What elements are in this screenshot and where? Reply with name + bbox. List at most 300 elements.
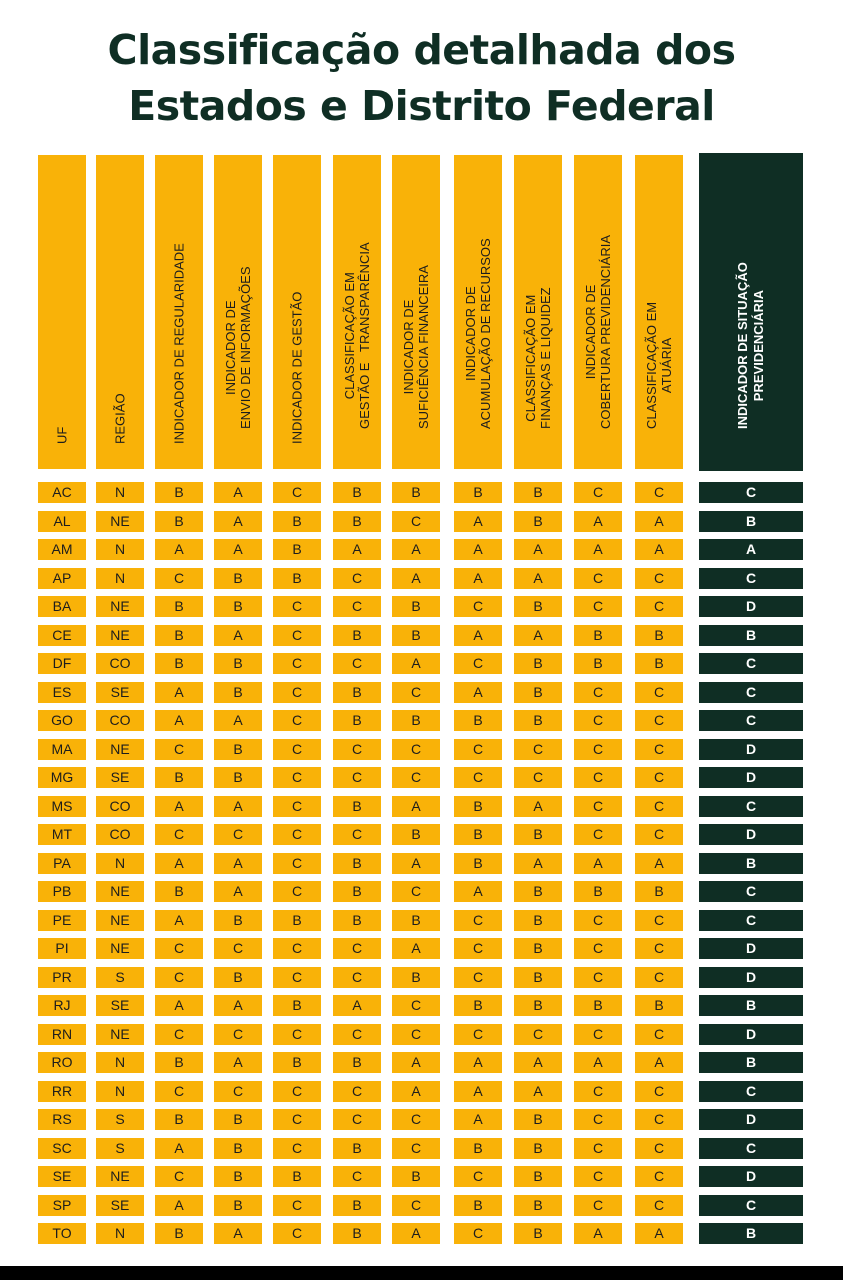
table-cell: B [514,511,562,532]
table-cell: B [214,653,262,674]
table-cell: SE [38,1166,86,1187]
column-header-label: INDICADOR DE ENVIO DE INFORMAÇÕES [223,266,253,429]
table-cell: A [635,1223,683,1244]
table-cell: A [155,853,203,874]
table-cell: B [699,853,803,874]
table-cell: C [273,710,321,731]
table-cell: CO [96,796,144,817]
table-cell: C [574,739,622,760]
table-cell: A [514,539,562,560]
table-cell: A [514,796,562,817]
table-cell: C [574,1109,622,1130]
table-cell: B [514,1166,562,1187]
table-cell: C [635,1166,683,1187]
table-cell: C [273,767,321,788]
table-cell: NE [96,739,144,760]
table-cell: C [333,967,381,988]
table-cell: D [699,938,803,959]
table-cell: C [574,1195,622,1216]
table-cell: B [333,482,381,503]
table-cell: A [214,482,262,503]
table-cell: C [273,796,321,817]
table-cell: NE [96,910,144,931]
column-header-0 [38,155,86,469]
table-cell: C [155,1081,203,1102]
table-cell: B [514,710,562,731]
table-cell: A [155,910,203,931]
column-header-5 [333,155,381,469]
table-cell: B [333,625,381,646]
table-cell: C [273,1138,321,1159]
table-cell: D [699,767,803,788]
table-cell: RJ [38,995,86,1016]
table-cell: C [273,1223,321,1244]
title-line-2: Estados e Distrito Federal [128,82,715,130]
table-cell: B [273,995,321,1016]
table-cell: B [392,596,440,617]
column-header-label: INDICADOR DE COBERTURA PREVIDENCIÁRIA [583,234,613,429]
table-cell: B [454,710,502,731]
column-header-6 [392,155,440,469]
table-cell: B [333,682,381,703]
table-cell: B [392,967,440,988]
table-cell: C [392,1109,440,1130]
table-cell: SE [96,682,144,703]
table-cell: C [635,1024,683,1045]
table-cell: B [392,625,440,646]
table-cell: C [155,938,203,959]
column-header-2 [155,155,203,469]
table-cell: C [574,767,622,788]
table-cell: A [392,653,440,674]
table-cell: C [635,1138,683,1159]
table-cell: A [514,1081,562,1102]
table-cell: C [392,767,440,788]
table-cell: C [635,568,683,589]
table-cell: C [635,682,683,703]
table-cell: A [214,853,262,874]
column-header-label: CLASSIFICAÇÃO EM GESTÃO E TRANSPARÊNCIA [342,242,372,429]
table-cell: C [574,824,622,845]
table-cell: C [574,1138,622,1159]
table-cell: C [635,482,683,503]
table-cell: C [155,824,203,845]
table-cell: BA [38,596,86,617]
table-cell: B [333,1223,381,1244]
table-cell: A [392,568,440,589]
table-cell: B [214,739,262,760]
table-cell: B [514,653,562,674]
table-cell: C [273,482,321,503]
table-cell: PA [38,853,86,874]
table-cell: C [214,824,262,845]
table-cell: A [514,1052,562,1073]
table-cell: C [155,1166,203,1187]
table-cell: B [273,1052,321,1073]
table-cell: B [699,995,803,1016]
table-cell: C [392,1024,440,1045]
table-cell: B [514,995,562,1016]
table-cell: A [454,682,502,703]
table-cell: A [454,568,502,589]
table-cell: B [333,511,381,532]
table-cell: RN [38,1024,86,1045]
table-cell: C [273,739,321,760]
table-cell: C [392,1195,440,1216]
table-cell: CO [96,653,144,674]
table-cell: B [699,1052,803,1073]
table-cell: C [699,482,803,503]
table-cell: C [333,1024,381,1045]
table-cell: A [392,1052,440,1073]
table-cell: C [574,1166,622,1187]
table-cell: C [392,881,440,902]
table-cell: C [635,710,683,731]
table-cell: AL [38,511,86,532]
column-header-label: INDICADOR DE ACUMULAÇÃO DE RECURSOS [463,238,493,429]
table-cell: A [392,1081,440,1102]
table-cell: B [273,539,321,560]
table-cell: C [699,710,803,731]
table-cell: C [273,653,321,674]
column-header-3 [214,155,262,469]
table-cell: SE [96,995,144,1016]
table-cell: C [392,511,440,532]
table-cell: C [454,1024,502,1045]
table-cell: CO [96,824,144,845]
table-cell: B [635,625,683,646]
table-cell: B [333,1138,381,1159]
table-cell: C [574,596,622,617]
table-cell: B [214,596,262,617]
table-cell: B [514,938,562,959]
table-cell: B [454,1138,502,1159]
table-cell: B [635,881,683,902]
table-cell: A [333,539,381,560]
table-cell: C [273,938,321,959]
table-cell: B [214,682,262,703]
table-cell: B [635,653,683,674]
table-cell: D [699,1109,803,1130]
table-cell: C [454,1223,502,1244]
table-cell: C [574,710,622,731]
table-cell: C [574,967,622,988]
table-cell: D [699,596,803,617]
bottom-bar [0,1266,843,1280]
table-cell: C [635,1195,683,1216]
table-cell: B [333,1052,381,1073]
table-cell: A [454,1109,502,1130]
table-cell: C [699,653,803,674]
table-cell: B [273,910,321,931]
table-cell: B [392,710,440,731]
table-cell: B [454,482,502,503]
table-cell: SE [96,1195,144,1216]
table-cell: C [574,682,622,703]
column-header-label: CLASSIFICAÇÃO EM FINANÇAS E LIQUIDEZ [523,287,553,429]
table-cell: C [635,824,683,845]
table-cell: RO [38,1052,86,1073]
table-cell: C [699,1081,803,1102]
table-cell: CE [38,625,86,646]
table-cell: B [155,1223,203,1244]
table-cell: C [333,824,381,845]
table-cell: B [214,568,262,589]
table-cell: C [333,938,381,959]
table-cell: A [574,511,622,532]
table-cell: B [214,967,262,988]
table-cell: C [635,938,683,959]
table-cell: A [392,796,440,817]
table-cell: C [574,796,622,817]
table-cell: A [214,1052,262,1073]
table-cell: C [454,767,502,788]
table-cell: C [392,682,440,703]
table-cell: C [454,739,502,760]
table-cell: B [273,511,321,532]
table-cell: C [155,967,203,988]
table-cell: AC [38,482,86,503]
table-cell: C [699,1138,803,1159]
table-cell: B [155,1052,203,1073]
table-cell: C [699,796,803,817]
table-cell: B [514,482,562,503]
table-cell: PI [38,938,86,959]
table-cell: C [333,767,381,788]
column-header-4 [273,155,321,469]
table-cell: B [392,824,440,845]
table-cell: C [635,1109,683,1130]
table-cell: A [214,511,262,532]
table-cell: C [333,653,381,674]
table-cell: RR [38,1081,86,1102]
table-cell: C [273,967,321,988]
table-cell: C [273,1109,321,1130]
table-cell: A [155,710,203,731]
table-cell: B [155,625,203,646]
table-cell: C [699,682,803,703]
table-cell: B [333,910,381,931]
table-cell: B [454,853,502,874]
table-cell: C [454,938,502,959]
table-cell: C [333,739,381,760]
table-cell: S [96,967,144,988]
table-cell: C [273,1024,321,1045]
table-cell: C [392,995,440,1016]
table-cell: B [273,568,321,589]
table-cell: C [273,682,321,703]
table-cell: A [454,1052,502,1073]
table-cell: A [574,539,622,560]
table-cell: CO [96,710,144,731]
table-cell: C [574,482,622,503]
table-cell: C [574,1024,622,1045]
table-cell: B [214,767,262,788]
table-cell: B [155,482,203,503]
table-cell: C [273,596,321,617]
table-cell: B [333,853,381,874]
table-cell: SP [38,1195,86,1216]
table-cell: B [514,881,562,902]
table-cell: NE [96,938,144,959]
table-cell: C [574,568,622,589]
table-cell: B [635,995,683,1016]
table-cell: C [454,596,502,617]
table-cell: A [214,625,262,646]
column-header-label: INDICADOR DE REGULARIDADE [171,243,187,444]
table-cell: NE [96,511,144,532]
table-cell: A [574,853,622,874]
table-cell: A [635,539,683,560]
table-cell: C [214,938,262,959]
table-cell: SC [38,1138,86,1159]
table-cell: B [514,682,562,703]
table-cell: C [454,967,502,988]
table-cell: B [155,653,203,674]
table-cell: B [699,625,803,646]
table-cell: C [574,938,622,959]
table-cell: B [155,881,203,902]
table-cell: B [514,824,562,845]
table-cell: A [392,539,440,560]
table-cell: C [273,824,321,845]
table-cell: D [699,967,803,988]
table-cell: B [514,1195,562,1216]
table-cell: B [273,1166,321,1187]
table-cell: C [574,910,622,931]
table-cell: C [155,739,203,760]
table-cell: A [635,853,683,874]
table-cell: ES [38,682,86,703]
table-cell: A [333,995,381,1016]
table-cell: PB [38,881,86,902]
table-cell: C [514,739,562,760]
table-cell: C [574,1081,622,1102]
table-cell: B [514,967,562,988]
column-header-7 [454,155,502,469]
table-cell: B [214,1195,262,1216]
table-cell: N [96,482,144,503]
table-cell: C [514,1024,562,1045]
table-cell: NE [96,625,144,646]
table-cell: A [699,539,803,560]
table-cell: A [392,853,440,874]
table-cell: C [333,568,381,589]
table-cell: GO [38,710,86,731]
table-cell: NE [96,881,144,902]
column-header-label: REGIÃO [112,393,128,444]
table-cell: A [514,625,562,646]
table-cell: DF [38,653,86,674]
table-cell: SE [96,767,144,788]
table-cell: C [214,1024,262,1045]
table-cell: C [635,767,683,788]
table-cell: A [155,539,203,560]
table-cell: B [514,1223,562,1244]
table-cell: TO [38,1223,86,1244]
table-cell: A [392,938,440,959]
table-cell: NE [96,1166,144,1187]
table-cell: C [699,881,803,902]
table-cell: A [214,796,262,817]
table-cell: A [635,1052,683,1073]
table-cell: N [96,1223,144,1244]
column-header-11 [699,153,803,471]
table-cell: S [96,1109,144,1130]
table-cell: C [214,1081,262,1102]
table-cell: B [514,1138,562,1159]
table-cell: C [333,596,381,617]
table-cell: D [699,824,803,845]
table-cell: A [454,511,502,532]
table-cell: B [214,910,262,931]
table-cell: C [699,1195,803,1216]
table-cell: C [392,1138,440,1159]
table-cell: A [214,995,262,1016]
table-cell: PE [38,910,86,931]
table-cell: A [392,1223,440,1244]
table-cell: C [635,910,683,931]
table-cell: AM [38,539,86,560]
column-header-label: INDICADOR DE SITUAÇÃO PREVIDENCIÁRIA [735,262,766,429]
table-cell: B [214,1109,262,1130]
table-cell: A [155,796,203,817]
table-cell: PR [38,967,86,988]
table-cell: B [392,910,440,931]
table-cell: A [454,1081,502,1102]
table-cell: B [574,881,622,902]
column-header-9 [574,155,622,469]
table-cell: A [214,881,262,902]
table-cell: B [454,995,502,1016]
column-header-8 [514,155,562,469]
table-cell: C [333,1109,381,1130]
table-cell: B [699,1223,803,1244]
table-cell: B [333,1195,381,1216]
table-cell: A [574,1052,622,1073]
table-cell: B [214,1166,262,1187]
table-cell: C [699,568,803,589]
table-cell: MG [38,767,86,788]
table-cell: B [454,796,502,817]
table-cell: MS [38,796,86,817]
table-cell: RS [38,1109,86,1130]
table-cell: B [574,995,622,1016]
table-cell: C [635,967,683,988]
table-cell: A [454,881,502,902]
column-header-label: CLASSIFICAÇÃO EM ATUÁRIA [644,301,674,429]
table-cell: D [699,739,803,760]
table-cell: C [333,1081,381,1102]
table-cell: N [96,568,144,589]
table-cell: C [514,767,562,788]
table-cell: B [392,482,440,503]
table-cell: A [155,1138,203,1159]
table-cell: C [454,910,502,931]
table-cell: N [96,539,144,560]
table-cell: A [155,682,203,703]
table-cell: C [635,1081,683,1102]
table-cell: C [273,881,321,902]
table-cell: A [574,1223,622,1244]
table-cell: B [155,1109,203,1130]
table-cell: D [699,1166,803,1187]
table-cell: A [214,710,262,731]
table-cell: B [514,1109,562,1130]
table-cell: NE [96,596,144,617]
table-cell: B [333,710,381,731]
table-cell: C [699,910,803,931]
